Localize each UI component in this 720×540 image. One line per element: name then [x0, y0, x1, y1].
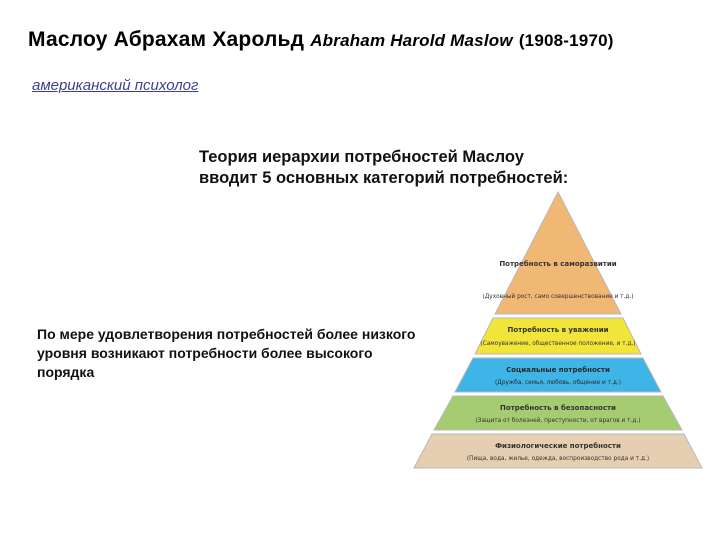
name-english: Abraham Harold Maslow	[310, 31, 513, 50]
pyramid-level-physiological	[414, 434, 702, 468]
level-2-desc: (Самоуважение, общественное положение, и т.д.)	[480, 341, 636, 347]
life-years: (1908-1970)	[518, 31, 614, 50]
pyramid-level-social	[455, 358, 661, 392]
level-4-title: Потребность в безопасности	[500, 404, 616, 412]
psychologist-link[interactable]: американский психолог	[32, 77, 199, 94]
slide-title	[28, 26, 688, 54]
theory-description: Теория иерархии потребностей Маслоу вводит 5 основных категорий потребностей:	[199, 148, 569, 187]
level-1-title: Потребность в саморазвитии	[499, 260, 617, 268]
level-3-desc: (Дружба, семья, любовь, общение и т.д.)	[495, 380, 621, 386]
level-1-desc: (Духовный рост, само совершенствование и т.д.)	[482, 294, 634, 300]
level-5-title: Физиологические потребности	[495, 442, 621, 450]
level-3-title: Социальные потребности	[506, 366, 610, 374]
level-5-desc: (Пища, вода, жилье, одежда, воспроизводство рода и т.д.)	[466, 456, 650, 462]
level-2-title: Потребность в уважении	[507, 326, 609, 334]
pyramid-level-safety	[434, 396, 682, 430]
hierarchy-note: По мере удовлетворения потребностей более низкого уровня возникают потребности более высокого порядка	[37, 326, 416, 380]
name-russian: Маслоу Абрахам Харольд	[28, 28, 305, 51]
level-4-desc: (Защита от болезней, преступности, от врагов и т.д.)	[475, 418, 641, 424]
maslow-pyramid	[395, 190, 720, 477]
pyramid-level-esteem	[475, 318, 641, 354]
